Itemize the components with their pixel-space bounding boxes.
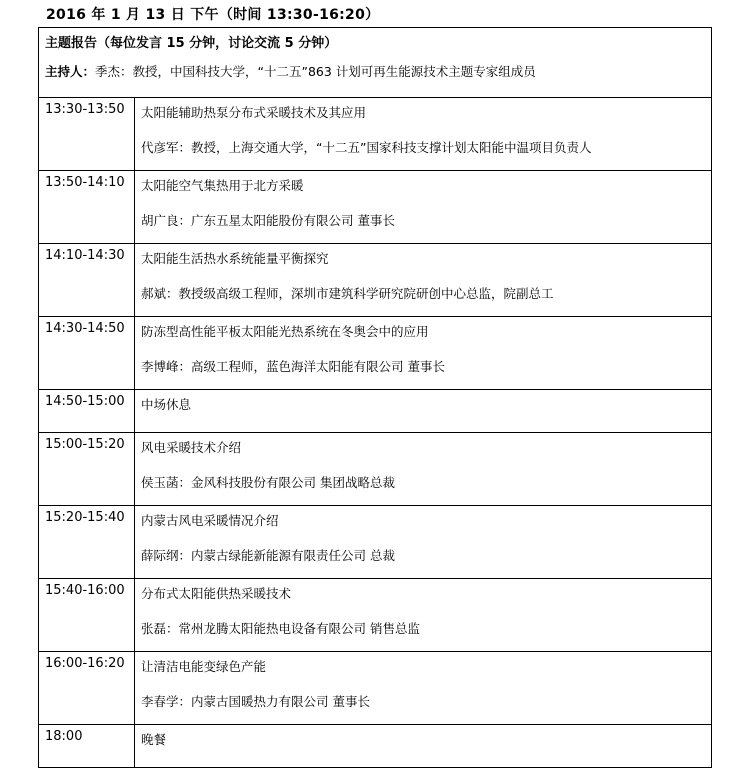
session-time: 15:40-16:00 [39, 579, 135, 652]
session-speaker: 郝斌：教授级高级工程师，深圳市建筑科学研究院研创中心总监，院副总工 [141, 286, 554, 301]
session-content [135, 98, 712, 171]
session-content [135, 579, 712, 652]
host-cell [39, 54, 712, 98]
theme-row [39, 28, 712, 55]
table-row [39, 725, 712, 768]
session-content [135, 725, 712, 768]
session-title: 太阳能辅助热泵分布式采暖技术及其应用 [141, 105, 367, 120]
host-text: 季杰：教授，中国科技大学，“十二五”863 计划可再生能源技术主题专家组成员 [95, 64, 536, 79]
host-label: 主持人： [45, 64, 96, 79]
schedule-table [38, 27, 712, 768]
session-time: 13:50-14:10 [39, 171, 135, 244]
session-time: 18:00 [39, 725, 135, 768]
table-row [39, 390, 712, 433]
schedule-heading: 2016 年 1 月 13 日 下午（时间 13:30-16:20） [46, 7, 380, 23]
table-row [39, 579, 712, 652]
table-row [39, 652, 712, 725]
table-row [39, 506, 712, 579]
table-row [39, 171, 712, 244]
session-content [135, 506, 712, 579]
session-speaker: 李春学：内蒙古国暖热力有限公司 董事长 [141, 694, 370, 709]
session-title: 晚餐 [141, 732, 167, 747]
session-time: 16:00-16:20 [39, 652, 135, 725]
session-speaker: 薛际纲：内蒙古绿能新能源有限责任公司 总裁 [141, 548, 395, 563]
session-time: 15:00-15:20 [39, 433, 135, 506]
table-row [39, 433, 712, 506]
session-title: 太阳能生活热水系统能量平衡探究 [141, 251, 329, 266]
table-row [39, 244, 712, 317]
session-title: 防冻型高性能平板太阳能光热系统在冬奥会中的应用 [141, 324, 429, 339]
session-title: 太阳能空气集热用于北方采暖 [141, 178, 304, 193]
session-content [135, 652, 712, 725]
session-content [135, 390, 712, 433]
theme-title: 主题报告（每位发言 15 分钟，讨论交流 5 分钟） [39, 28, 712, 55]
session-time: 14:50-15:00 [39, 390, 135, 433]
session-time: 14:10-14:30 [39, 244, 135, 317]
session-content [135, 244, 712, 317]
session-title: 中场休息 [141, 397, 192, 412]
session-content [135, 317, 712, 390]
session-speaker: 代彦军：教授，上海交通大学，“十二五”国家科技支撑计划太阳能中温项目负责人 [141, 140, 592, 155]
session-speaker: 李博峰：高级工程师，蓝色海洋太阳能有限公司 董事长 [141, 359, 445, 374]
session-speaker: 侯玉菡：金风科技股份有限公司 集团战略总裁 [141, 475, 395, 490]
session-speaker: 胡广良：广东五星太阳能股份有限公司 董事长 [141, 213, 395, 228]
session-content [135, 171, 712, 244]
session-speaker: 张磊：常州龙腾太阳能热电设备有限公司 销售总监 [141, 621, 420, 636]
session-time: 15:20-15:40 [39, 506, 135, 579]
session-title: 内蒙古风电采暖情况介绍 [141, 513, 279, 528]
host-row [39, 54, 712, 98]
table-row [39, 98, 712, 171]
table-row [39, 317, 712, 390]
session-title: 风电采暖技术介绍 [141, 440, 242, 455]
session-title: 分布式太阳能供热采暖技术 [141, 586, 292, 601]
session-title: 让清洁电能变绿色产能 [141, 659, 267, 674]
session-time: 14:30-14:50 [39, 317, 135, 390]
session-time: 13:30-13:50 [39, 98, 135, 171]
session-content [135, 433, 712, 506]
